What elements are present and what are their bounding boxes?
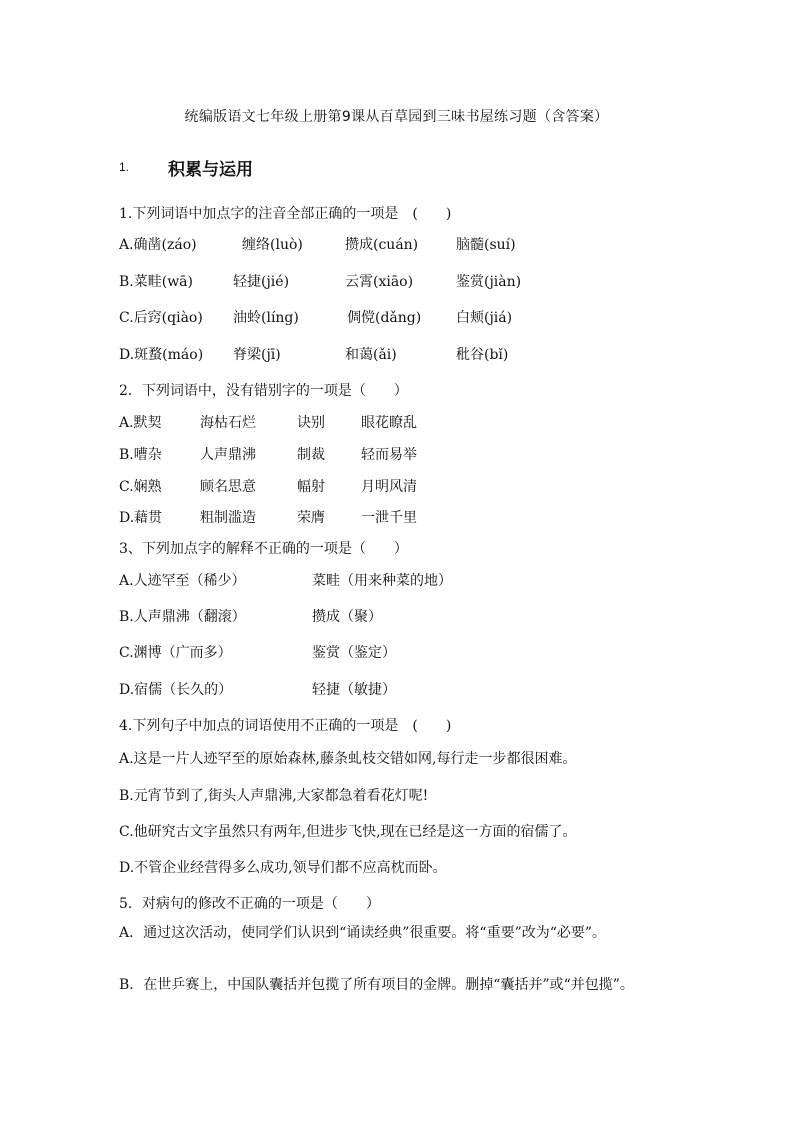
q2-option-b-word: 制裁	[297, 447, 325, 463]
q3-option-b: B.人声鼎沸（翻滚）	[119, 609, 246, 625]
q1-option-d-word: 脊梁(jī)	[233, 347, 281, 363]
question-3-stem: 3、下列加点字的解释不正确的一项是（ ）	[119, 541, 408, 557]
q2-option-d: D.藉贯	[119, 510, 163, 526]
q1-option-b-word: 云霄(xiāo)	[345, 274, 414, 290]
q2-option-a-word: 海枯石烂	[200, 415, 256, 431]
q2-option-a: A.默契	[119, 415, 162, 431]
q2-option-b-word: 人声鼎沸	[200, 447, 256, 463]
q2-option-b-word: 轻而易举	[361, 447, 417, 463]
q4-option-c: C.他研究古文字虽然只有两年,但进步飞快,现在已经是这一方面的宿儒了。	[119, 824, 577, 840]
q2-option-c-word: 顾名思意	[200, 479, 256, 495]
question-2-stem: 2．下列词语中，没有错别字的一项是（ ）	[119, 383, 408, 399]
q1-option-c-word: 油蛉(líng)	[233, 310, 299, 326]
question-5-stem: 5．对病句的修改不正确的一项是（ ）	[119, 896, 380, 912]
q2-option-c-word: 幅射	[297, 479, 325, 495]
q2-option-d-word: 荣膺	[297, 510, 325, 526]
q3-option-c: C.渊博（广而多）	[119, 645, 232, 661]
q1-option-d: D.斑蝥(máo)	[119, 347, 204, 363]
q1-option-c-word: 倜傥(dǎng)	[347, 310, 422, 326]
q2-option-a-word: 诀别	[297, 415, 325, 431]
q1-option-a-word: 脑髓(suí)	[456, 237, 516, 253]
q2-option-a-word: 眼花瞭乱	[361, 415, 417, 431]
question-1-stem: 1.下列词语中加点字的注音全部正确的一项是 ( )	[119, 206, 452, 222]
q2-option-d-word: 一泄千里	[361, 510, 417, 526]
page-title: 统编版语文七年级上册第9课从百草园到三味书屋练习题（含答案）	[184, 109, 609, 125]
q3-option-a: A.人迹罕至（稀少）	[119, 573, 246, 589]
question-4-stem: 4.下列句子中加点的词语使用不正确的一项是 ( )	[119, 718, 452, 734]
q2-option-d-word: 粗制滥造	[200, 510, 256, 526]
q1-option-a: A.确凿(záo)	[119, 237, 197, 253]
q1-option-b-word: 鉴赏(jiàn)	[456, 274, 522, 290]
q3-option-c-word: 鉴赏（鉴定）	[312, 645, 396, 661]
q1-option-a-word: 攒成(cuán)	[345, 237, 419, 253]
q4-option-a: A.这是一片人迹罕至的原始森林,藤条虬枝交错如网,每行走一步都很困难。	[119, 751, 577, 767]
q1-option-c: C.后窍(qiào)	[119, 310, 203, 326]
q3-option-b-word: 攒成（聚）	[312, 609, 382, 625]
section-title: 积累与运用	[168, 160, 253, 180]
q1-option-d-word: 秕谷(bǐ)	[456, 347, 509, 363]
q2-option-c-word: 月明风清	[361, 479, 417, 495]
q5-option-b: B．在世乒赛上，中国队囊括并包揽了所有项目的金牌。删掉“囊括并”或“并包揽”。	[119, 977, 634, 993]
q3-option-d-word: 轻捷（敏捷）	[312, 682, 396, 698]
q2-option-b: B.嘈杂	[119, 447, 162, 463]
q4-option-d: D.不管企业经营得多么成功,领导们都不应高枕而卧。	[119, 860, 447, 876]
q1-option-d-word: 和蔼(ǎi)	[345, 347, 397, 363]
q5-option-a: A．通过这次活动，使同学们认识到“诵读经典”很重要。将“重要”改为“必要”。	[119, 925, 607, 941]
q3-option-a-word: 菜畦（用来种菜的地）	[312, 573, 452, 589]
section-number: 1.	[119, 160, 130, 174]
q2-option-c: C.娴熟	[119, 479, 162, 495]
q1-option-c-word: 白颊(jiá)	[456, 310, 513, 326]
q1-option-a-word: 缠络(luò)	[242, 237, 303, 253]
q1-option-b: B.菜畦(wā)	[119, 274, 193, 290]
q1-option-b-word: 轻捷(jié)	[233, 274, 290, 290]
q4-option-b: B.元宵节到了,街头人声鼎沸,大家都急着看花灯呢!	[119, 788, 429, 804]
q3-option-d: D.宿儒（长久的）	[119, 682, 233, 698]
